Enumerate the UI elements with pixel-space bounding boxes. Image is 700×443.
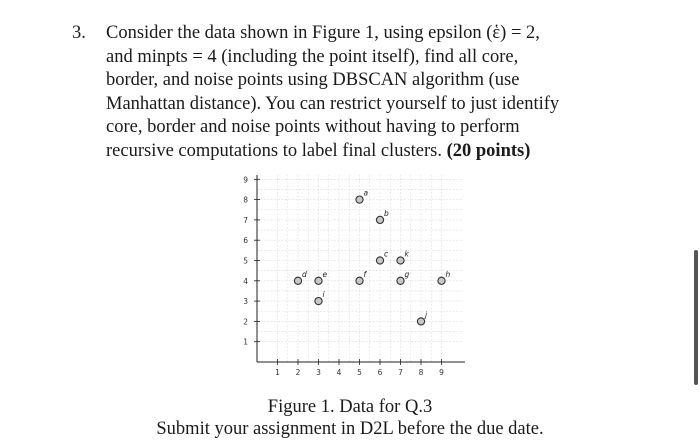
points-label: (20 points) <box>446 140 531 161</box>
y-tick-label: 9 <box>243 175 248 185</box>
point-label-f: f <box>363 269 367 279</box>
question-line: recursive computations to label final clusters. <box>106 140 442 161</box>
data-point-d <box>294 277 301 284</box>
question-line: Manhattan distance). You can restrict yourself to just identify <box>106 93 560 114</box>
data-point-b <box>376 216 383 223</box>
question-body <box>106 22 632 163</box>
y-tick-label: 6 <box>243 236 248 246</box>
x-tick-label: 2 <box>295 368 301 377</box>
y-tick-label: 8 <box>243 195 248 205</box>
data-point-h <box>438 277 445 284</box>
y-tick-label: 2 <box>243 317 248 327</box>
x-tick-label: 8 <box>418 368 424 377</box>
y-tick-label: 3 <box>243 297 248 307</box>
data-point-f <box>356 277 363 284</box>
point-label-k: k <box>404 249 409 259</box>
point-label-b: b <box>384 208 389 218</box>
x-tick-label: 3 <box>316 368 321 377</box>
data-point-k <box>397 257 404 264</box>
scrollbar[interactable] <box>694 250 698 385</box>
x-tick-label: 7 <box>398 368 403 377</box>
x-tick-label: 4 <box>336 368 342 377</box>
point-label-g: g <box>404 269 410 279</box>
point-label-c: c <box>384 249 389 259</box>
x-tick-label: 9 <box>439 368 444 377</box>
question-line: Consider the data shown in Figure 1, using epsilon (ἑ) = 2, <box>106 23 540 43</box>
point-label-d: d <box>302 269 307 279</box>
data-point-a <box>356 196 363 203</box>
x-tick-label: 5 <box>357 368 362 377</box>
point-label-a: a <box>363 188 369 198</box>
figure-caption: Figure 1. Data for Q.3 <box>267 397 433 417</box>
question-line: border, and noise points using DBSCAN algorithm (use <box>106 70 520 90</box>
question-number: 3. <box>72 23 86 43</box>
y-tick-label: 7 <box>243 215 248 225</box>
data-point-i <box>315 298 322 305</box>
y-tick-label: 1 <box>243 337 248 347</box>
data-point-c <box>376 257 383 264</box>
question-line: core, border and noise points without having to perform <box>106 117 520 137</box>
data-point-e <box>315 277 322 284</box>
point-label-j: j <box>425 310 428 320</box>
point-label-h: h <box>445 269 451 279</box>
data-point-j <box>417 318 424 325</box>
question-text <box>72 22 632 163</box>
point-label-i: i <box>322 290 325 300</box>
x-tick-label: 1 <box>275 368 280 377</box>
data-point-g <box>397 277 404 284</box>
footer-note: Submit your assignment in D2L before the due date. <box>156 419 544 439</box>
scatter-plot <box>225 175 465 395</box>
question-line-last <box>106 140 632 164</box>
question-line: and minpts = 4 (including the point itself), find all core, <box>106 46 519 67</box>
point-label-e: e <box>322 269 328 279</box>
y-tick-label: 5 <box>243 256 248 266</box>
y-tick-label: 4 <box>243 276 248 286</box>
figure-1 <box>225 175 465 395</box>
x-tick-label: 6 <box>377 368 383 377</box>
